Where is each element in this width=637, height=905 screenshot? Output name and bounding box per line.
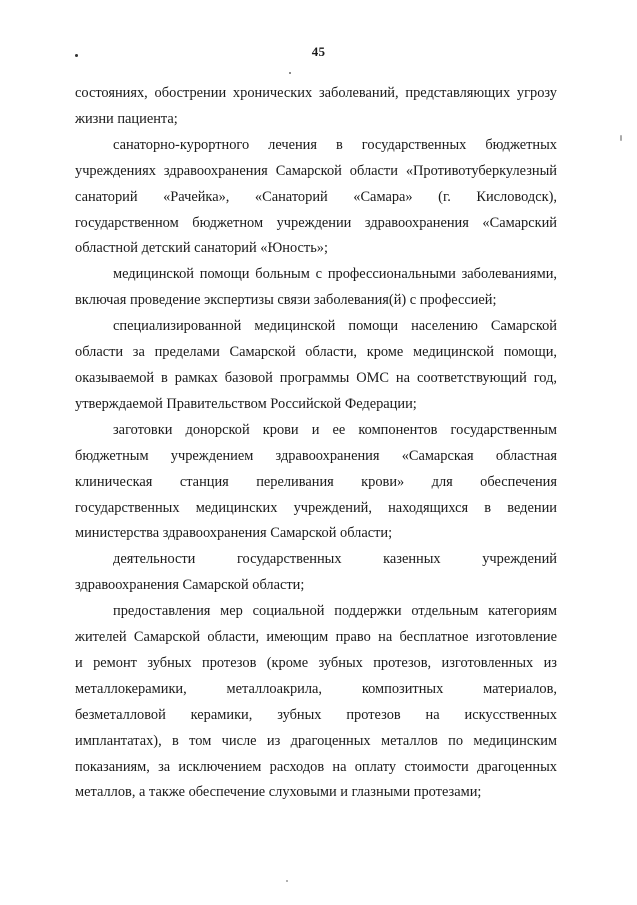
text-line: предоставления мер социальной поддержки отдельным категориям [113, 603, 557, 620]
text-line: области за пределами Самарской области, кроме медицинской помощи, [75, 344, 557, 361]
text-line: деятельности государственных казенных учреждений [113, 551, 557, 568]
text-line: металлов, а также обеспечение слуховыми и глазными протезами; [75, 784, 482, 801]
text-line: учреждениях здравоохранения Самарской области «Противотуберкулезный [75, 162, 557, 179]
scan-speck [286, 880, 288, 882]
paragraph [75, 599, 557, 806]
paragraph [75, 262, 557, 314]
paragraph [75, 81, 557, 133]
text-line: включая проведение экспертизы связи заболевания(й) с профессией; [75, 292, 497, 309]
text-line: специализированной медицинской помощи населению Самарской [113, 318, 557, 335]
paragraph [75, 133, 557, 263]
scan-speck [620, 135, 622, 141]
paragraph [75, 418, 557, 548]
text-line: и ремонт зубных протезов (кроме зубных протезов, изготовленных из [75, 654, 557, 671]
paragraph [75, 547, 557, 599]
text-line: министерства здравоохранения Самарской области; [75, 525, 393, 542]
text-line: показаниям, за исключением расходов на оплату стоимости драгоценных [75, 758, 557, 775]
scan-speck [289, 72, 291, 74]
text-line: здравоохранения Самарской области; [75, 577, 305, 594]
page-number: 45 [311, 44, 326, 59]
text-line: бюджетным учреждением здравоохранения «Самарская областная [75, 447, 557, 464]
text-line: заготовки донорской крови и ее компонентов государственным [113, 421, 557, 438]
text-line: санаторно-курортного лечения в государственных бюджетных [113, 136, 557, 153]
text-line: безметалловой керамики, зубных протезов на искусственных [75, 706, 557, 723]
text-line: жителей Самарской области, имеющим право на бесплатное изготовление [75, 629, 557, 646]
text-line: имплантатах), в том числе из драгоценных металлов по медицинским [75, 732, 557, 749]
text-line: государственном бюджетном учреждении здравоохранения «Самарский [75, 214, 557, 231]
text-line: медицинской помощи больным с профессиональными заболеваниями, [113, 266, 557, 283]
paragraph [75, 314, 557, 418]
text-line: металлокерамики, металлоакрила, композитных материалов, [75, 680, 557, 697]
text-line: утверждаемой Правительством Российской Федерации; [75, 395, 417, 412]
text-line: санаторий «Рачейка», «Санаторий «Самара» (г. Кисловодск), [75, 188, 557, 205]
document-body [75, 81, 557, 806]
text-line: жизни пациента; [75, 110, 178, 127]
text-line: областной детский санаторий «Юность»; [75, 240, 328, 257]
text-line: государственных медицинских учреждений, находящихся в ведении [75, 499, 557, 516]
text-line: клиническая станция переливания крови» для обеспечения [75, 473, 557, 490]
text-line: состояниях, обострении хронических заболеваний, представляющих угрозу [75, 85, 557, 101]
text-line: оказываемой в рамках базовой программы ОМС на соответствующий год, [75, 369, 557, 386]
